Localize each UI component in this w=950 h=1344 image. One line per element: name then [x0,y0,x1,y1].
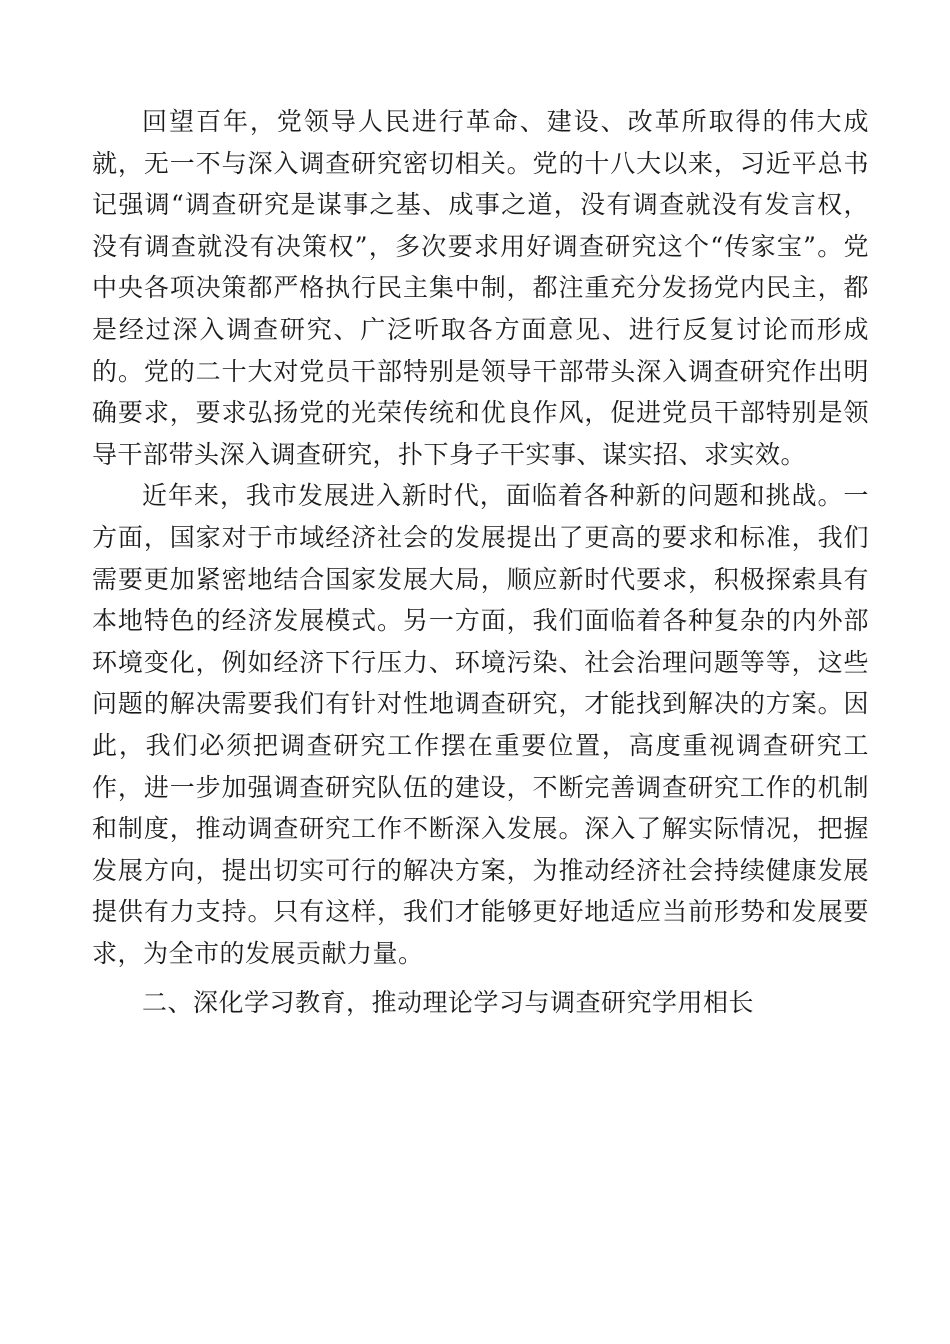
paragraph-review-century: 回望百年，党领导人民进行革命、建设、改革所取得的伟大成就，无一不与深入调查研究密切相关。党的十八大以来，习近平总书记强调“调查研究是谋事之基、成事之道，没有调查就没有发言权，没有调查就没有决策权”，多次要求用好调查研究这个“传家宝”。党中央各项决策都严格执行民主集中制，都注重充分发扬党内民主，都是经过深入调查研究、广泛听取各方面意见、进行反复讨论而形成的。党的二十大对党员干部特别是领导干部带头深入调查研究作出明确要求，要求弘扬党的光荣传统和优良作风，促进党员干部特别是领导干部带头深入调查研究，扑下身子干实事、谋实招、求实效。 [92,107,869,469]
document-body [92,101,869,1024]
paragraph-recent-years: 近年来，我市发展进入新时代，面临着各种新的问题和挑战。一方面，国家对于市域经济社会的发展提出了更高的要求和标准，我们需要更加紧密地结合国家发展大局，顺应新时代要求，积极探索具有本地特色的经济发展模式。另一方面，我们面临着各种复杂的内外部环境变化，例如经济下行压力、环境污染、社会治理问题等等，这些问题的解决需要我们有针对性地调查研究，才能找到解决的方案。因此，我们必须把调查研究工作摆在重要位置，高度重视调查研究工作，进一步加强调查研究队伍的建设，不断完善调查研究工作的机制和制度，推动调查研究工作不断深入发展。深入了解实际情况，把握发展方向，提出切实可行的解决方案，为推动经济社会持续健康发展提供有力支持。只有这样，我们才能够更好地适应当前形势和发展要求，为全市的发展贡献力量。 [92,481,869,968]
section-heading: 二、深化学习教育，推动理论学习与调查研究学用相长 [142,988,755,1018]
